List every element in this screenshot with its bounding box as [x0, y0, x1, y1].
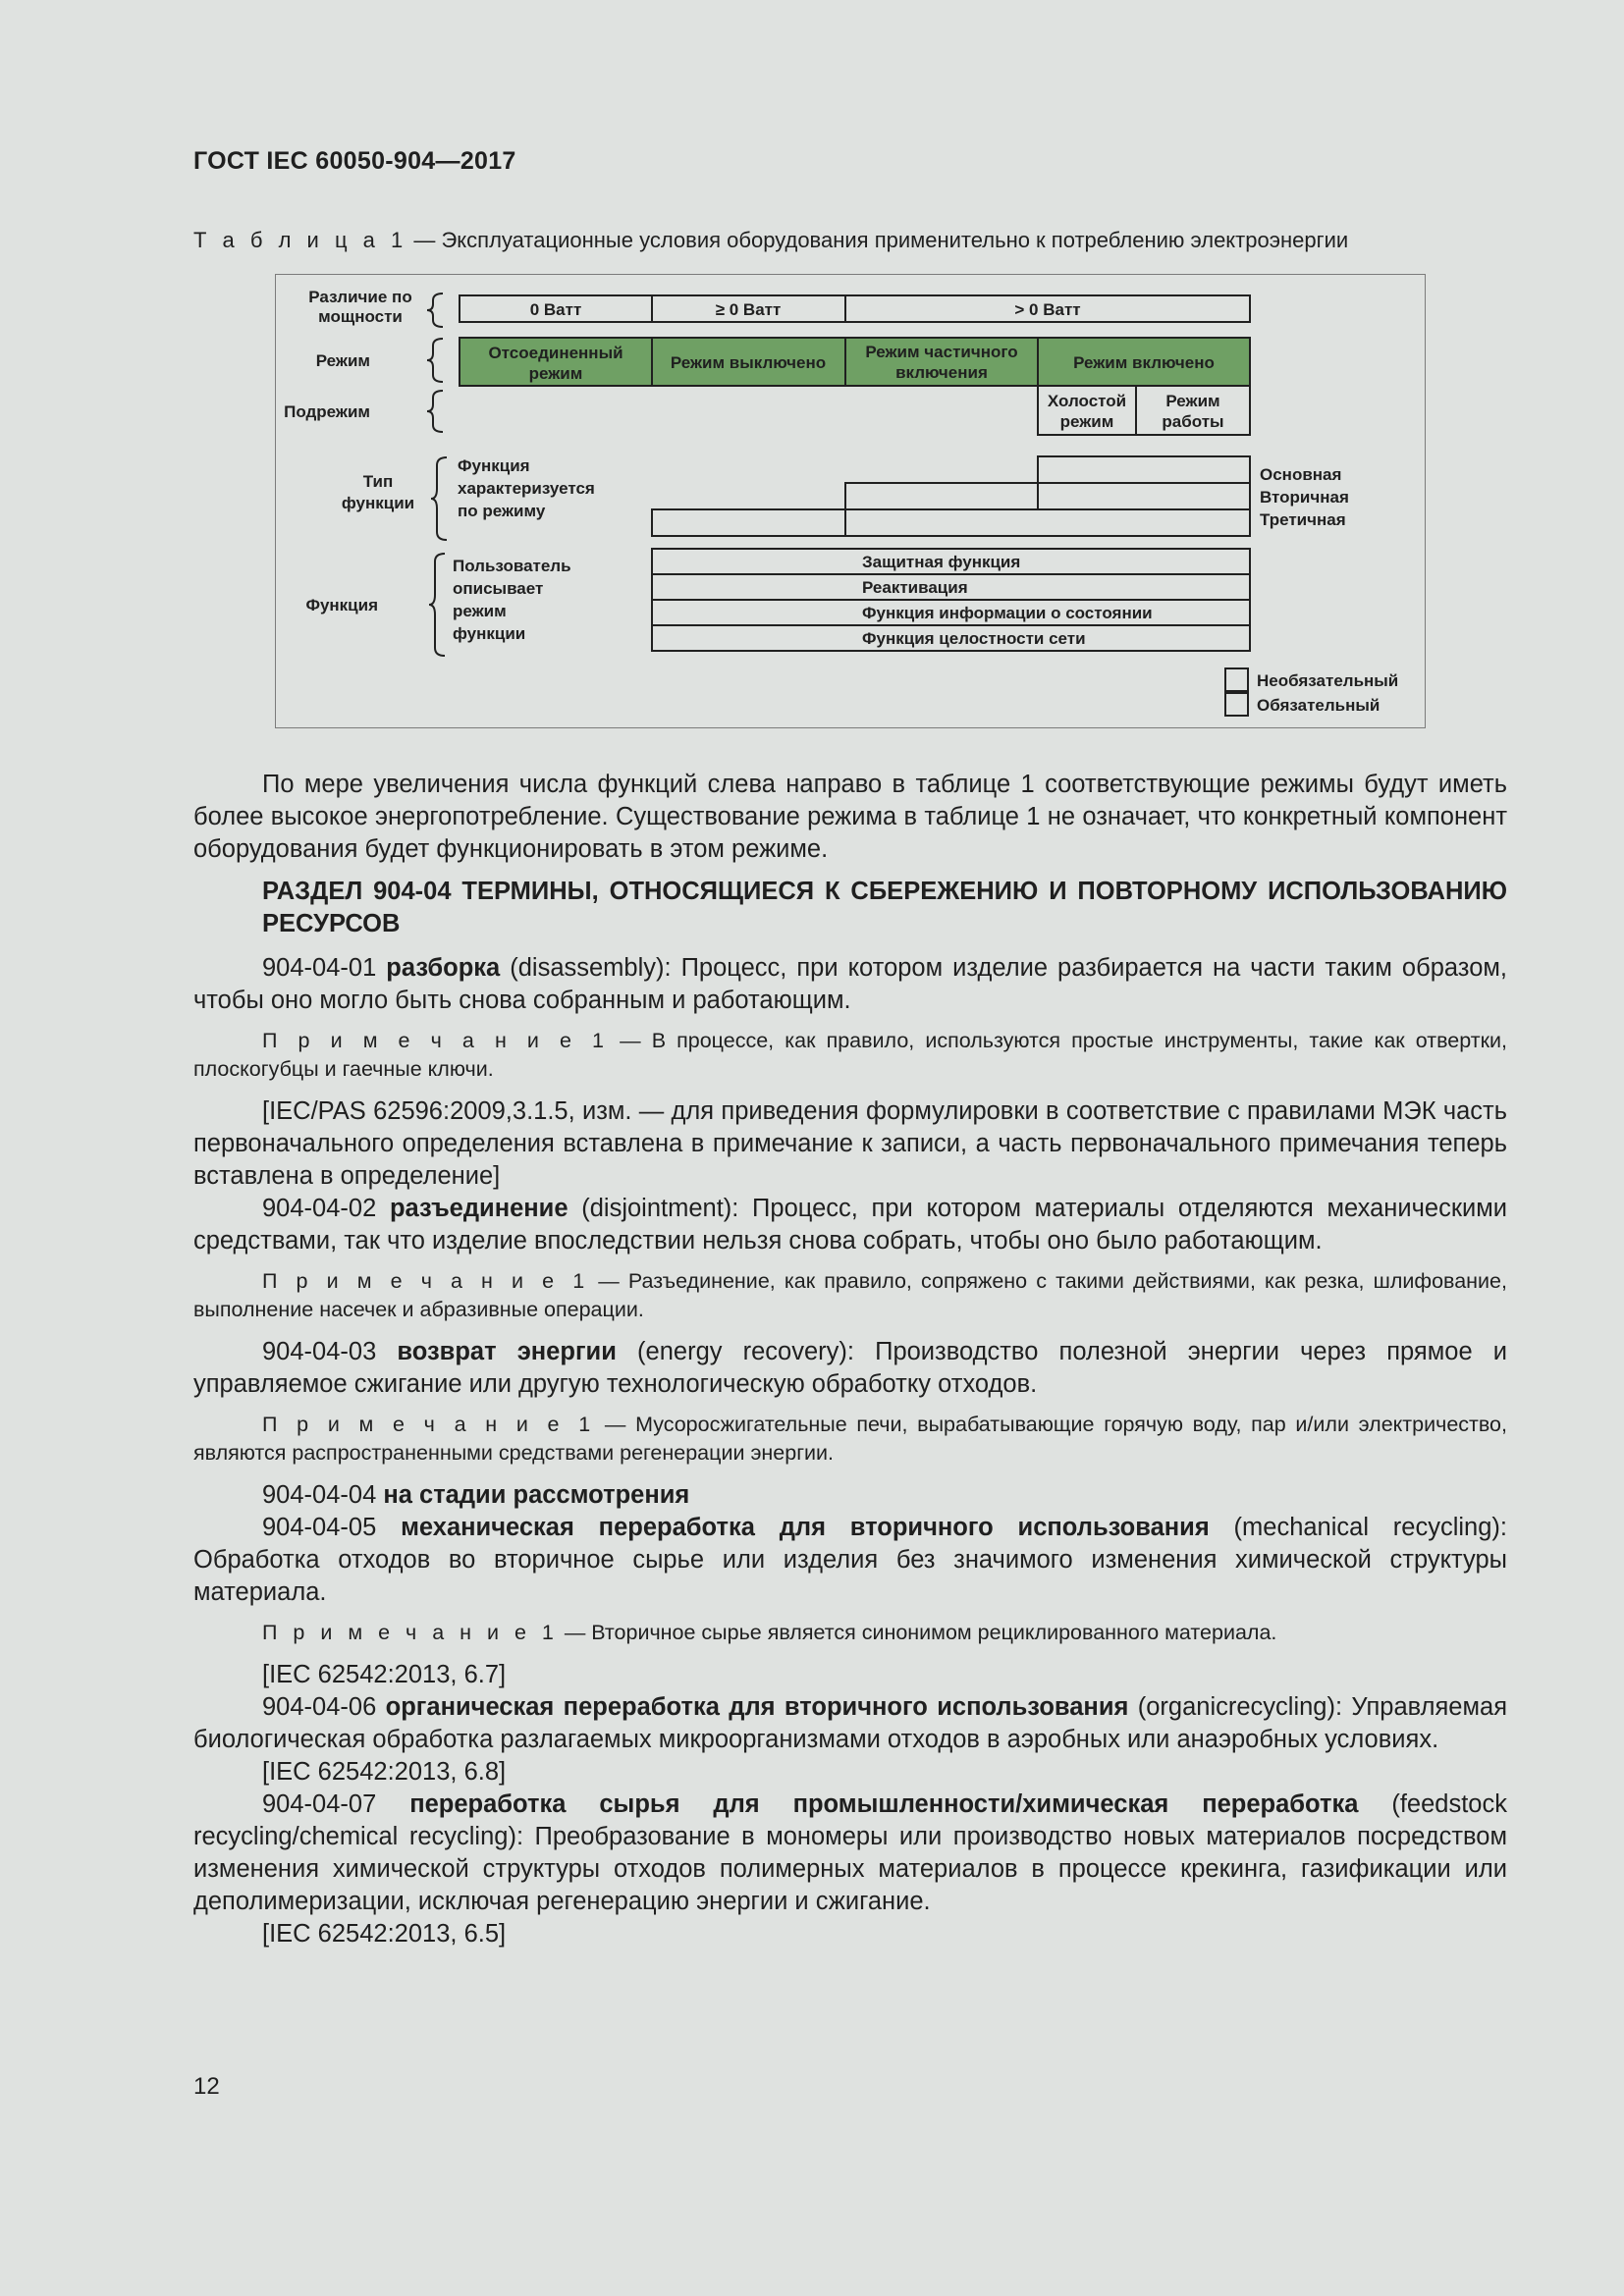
functype-label-primary: Основная	[1260, 465, 1342, 484]
term-definition: (disjointment): Процесс, при котором материалы отделяются механическими средствами, так что изделие впоследствии нельзя снова собрать, чтобы оно было работающим.	[193, 1195, 1507, 1255]
note-label: П р и м е ч а н и е 1	[262, 1413, 596, 1436]
function-label-reactivation: Реактивация	[862, 578, 968, 597]
term-name: переработка сырья для промышленности/химическая переработка	[409, 1790, 1359, 1818]
term-number: 904-04-02	[262, 1195, 390, 1222]
note-label: П р и м е ч а н и е 1	[262, 1269, 590, 1293]
submode-label-idle-2: режим	[1059, 412, 1114, 431]
term-definition: (organicrecycling): Управляемая биологическая обработка разлагаемых микроорганизмами отходов в аэробных или анаэробных условиях.	[193, 1693, 1508, 1753]
term-number: 904-04-03	[262, 1338, 398, 1365]
term-definition: (feedstock recycling/chemical recycling): Преобразование в мономеры или производство новых материалов посредством изменения химической структуры отходов полимерных материалов в процессе крекинга, газификации или деполимеризации, исключая регенерацию энергии и сжигание.	[193, 1790, 1507, 1915]
mode-label-on: Режим включено	[1073, 353, 1215, 372]
row-label-func-type-2: функции	[341, 494, 415, 512]
func-type-desc-1: Функция	[458, 456, 530, 475]
mode-label-partial-2: включения	[895, 363, 988, 382]
page-number: 12	[193, 2073, 220, 2100]
reference-904-04-01: [IEC/PAS 62596:2009,3.1.5, изм. — для приведения формулировки в соответствие с правилами МЭК часть первоначального определения вставлена в примечание к записи, а часть первоначального примечания теперь вставлена в определение]	[193, 1097, 1507, 1190]
user-desc-2: описывает	[453, 579, 544, 598]
functype-secondary-block-a	[845, 483, 1038, 509]
term-name: на стадии рассмотрения	[383, 1481, 690, 1509]
term-definition: (mechanical recycling): Обработка отходов во вторичное сырье или изделия без значимого изменения химической структуры материала.	[193, 1514, 1507, 1606]
intro-paragraph: По мере увеличения числа функций слева направо в таблице 1 соответствующие режимы будут иметь более высокое энергопотребление. Существование режима в таблице 1 не означает, что конкретный компонент оборудования будет функционировать в этом режиме.	[193, 771, 1507, 863]
functype-secondary-block-b	[1038, 483, 1250, 509]
note-904-04-02	[193, 1267, 1507, 1324]
power-label-gt0w: > 0 Ватт	[1014, 300, 1081, 319]
term-number: 904-04-01	[262, 954, 387, 982]
row-label-function: Функция	[305, 596, 378, 614]
power-label-0w: 0 Ватт	[529, 300, 582, 319]
brace-power	[427, 294, 443, 327]
note-text: — Разъединение, как правило, сопряжено с такими действиями, как резка, шлифование, выполнение насечек и абразивные операции.	[193, 1269, 1507, 1321]
term-name: механическая переработка для вторичного использования	[401, 1514, 1210, 1541]
functype-label-secondary: Вторичная	[1260, 488, 1349, 507]
document-header: ГОСТ IEC 60050-904—2017	[193, 147, 516, 175]
function-label-status-info: Функция информации о состоянии	[862, 604, 1153, 622]
row-label-func-type-1: Тип	[362, 472, 394, 491]
reference-904-04-06: [IEC 62542:2013, 6.8]	[262, 1758, 507, 1786]
brace-function	[429, 554, 445, 656]
note-904-04-05	[193, 1619, 1507, 1647]
note-text: — Вторичное сырье является синонимом рециклированного материала.	[558, 1621, 1277, 1644]
row-label-power-2: мощности	[318, 307, 403, 326]
function-label-protection: Защитная функция	[862, 553, 1021, 571]
brace-submode	[427, 391, 443, 432]
term-904-04-05	[193, 1512, 1507, 1609]
note-label: П р и м е ч а н и е 1	[262, 1621, 559, 1644]
legend-label-mandatory: Обязательный	[1257, 696, 1380, 715]
energy-modes-diagram	[276, 275, 1425, 727]
functype-label-tertiary: Третичная	[1260, 510, 1346, 529]
submode-label-work-1: Режим	[1165, 392, 1220, 410]
note-904-04-03	[193, 1411, 1507, 1468]
legend-label-optional: Необязательный	[1257, 671, 1399, 690]
note-label: П р и м е ч а н и е 1	[262, 1029, 610, 1052]
submode-label-idle-1: Холостой	[1047, 392, 1127, 410]
mode-label-partial-1: Режим частичного	[865, 343, 1018, 361]
term-name: разъединение	[389, 1195, 568, 1222]
row-label-submode: Подрежим	[284, 402, 370, 421]
note-text: — В процессе, как правило, используются простые инструменты, такие как отвертки, плоскогубцы и гаечные ключи.	[193, 1029, 1507, 1081]
note-text: — Мусоросжигательные печи, вырабатывающие горячую воду, пар и/или электричество, являются распространенными средствами регенерации энергии.	[193, 1413, 1507, 1465]
note-904-04-01	[193, 1027, 1507, 1084]
term-904-04-04	[193, 1479, 1507, 1512]
row-label-mode: Режим	[315, 351, 370, 370]
table-caption-label: Т а б л и ц а 1	[193, 228, 408, 252]
term-name: возврат энергии	[397, 1338, 617, 1365]
term-904-04-02	[193, 1193, 1507, 1257]
section-title: РАЗДЕЛ 904-04 ТЕРМИНЫ, ОТНОСЯЩИЕСЯ К СБЕРЕЖЕНИЮ И ПОВТОРНОМУ ИСПОЛЬЗОВАНИЮ РЕСУРСОВ	[262, 878, 1507, 937]
functype-primary-block	[1038, 456, 1250, 483]
term-number: 904-04-05	[262, 1514, 402, 1541]
mode-label-off: Режим выключено	[670, 353, 827, 372]
body-text	[193, 769, 1507, 1950]
submode-label-work-2: работы	[1162, 412, 1224, 431]
table-caption-text: — Эксплуатационные условия оборудования применительно к потреблению электроэнергии	[407, 228, 1349, 252]
term-definition: (disassembly): Процесс, при котором изделие разбирается на части таким образом, чтобы оно могло быть снова собранным и работающим.	[193, 954, 1507, 1014]
term-name: разборка	[386, 954, 501, 982]
functype-tertiary-block-b	[845, 509, 1250, 536]
term-904-04-01	[193, 952, 1507, 1017]
term-number: 904-04-06	[262, 1693, 386, 1721]
term-number: 904-04-04	[262, 1481, 384, 1509]
term-number: 904-04-07	[262, 1790, 410, 1818]
energy-modes-figure	[275, 274, 1426, 728]
user-desc-4: функции	[453, 624, 526, 643]
legend-swatch-mandatory	[1225, 693, 1248, 716]
reference-904-04-05: [IEC 62542:2013, 6.7]	[262, 1661, 507, 1688]
term-definition: (energy recovery): Производство полезной энергии через прямое и управляемое сжигание или другую технологическую обработку отходов.	[193, 1338, 1508, 1398]
function-label-network-integrity: Функция целостности сети	[862, 629, 1086, 648]
term-904-04-06	[193, 1691, 1507, 1756]
func-type-desc-3: по режиму	[458, 502, 546, 520]
user-desc-1: Пользователь	[453, 557, 571, 575]
reference-904-04-07: [IEC 62542:2013, 6.5]	[262, 1920, 507, 1948]
brace-func-type	[431, 457, 447, 540]
term-name: органическая переработка для вторичного использования	[385, 1693, 1129, 1721]
table-caption	[193, 228, 1348, 253]
functype-tertiary-block-a	[652, 509, 845, 536]
power-label-ge0w: ≥ 0 Ватт	[715, 300, 782, 319]
legend-swatch-optional	[1225, 668, 1248, 691]
brace-mode	[427, 339, 443, 382]
user-desc-3: режим	[453, 602, 507, 620]
term-904-04-07	[193, 1789, 1507, 1918]
mode-label-disconnected-2: режим	[528, 364, 583, 383]
term-904-04-03	[193, 1336, 1507, 1401]
row-label-power-1: Различие по	[308, 288, 412, 306]
mode-label-disconnected-1: Отсоединенный	[488, 344, 623, 362]
func-type-desc-2: характеризуется	[458, 479, 595, 498]
